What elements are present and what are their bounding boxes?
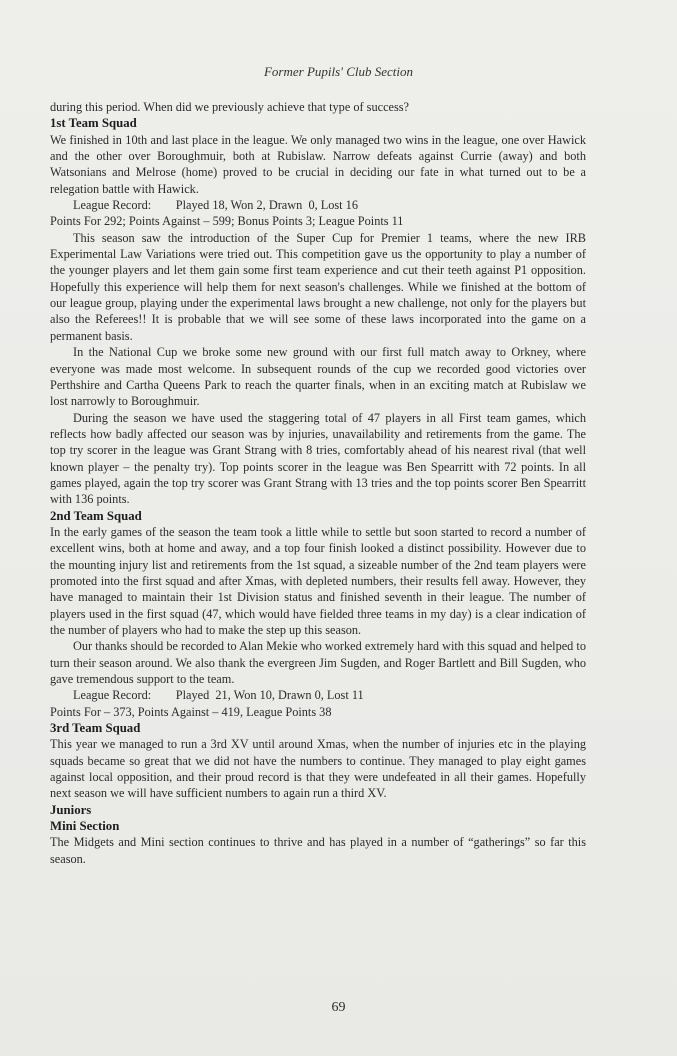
second-team-heading: 2nd Team Squad	[50, 508, 142, 523]
running-header: Former Pupils' Club Section	[263, 64, 414, 79]
juniors-heading: Juniors	[50, 802, 92, 817]
second-team-paragraph-1: In the early games of the season the team took a little while to settle but soon started to record a number of excellent wins, both at home and away, and a top four finish looked a distinct possibility. However due to the mounting injury list and retirements from the 1st squad, a sizeable number of the 2nd team players were promoted into the first squad and after Xmas, with depleted numbers, their results fell away. However, they have managed to maintain their 1st Division status and finished seventh in their league. The number of players used in the first squad (47, which would have fielded three teams in my day) is a clear indication of the number of players who had to make the step up this season.	[50, 524, 586, 637]
first-team-paragraph-1: We finished in 10th and last place in the league. We only managed two wins in the league, one over Hawick and the other over Boroughmuir, both at Rubislaw. Narrow defeats against Currie (away) and both Watsonians and Melrose (home) proved to be crucial in deciding our fate in what turned out to be a relegation battle with Hawick.	[50, 132, 586, 196]
intro-paragraph: during this period. When did we previously achieve that type of success?	[50, 100, 410, 114]
first-team-heading: 1st Team Squad	[50, 116, 137, 131]
third-team-paragraph-1: This year we managed to run a 3rd XV until around Xmas, when the number of injuries etc in the playing squads became so great that we did not have the numbers to continue. They managed to play eight games against local opposition, and their proud record is that they were undefeated in all their games. Hopefully next season we will have sufficient numbers to again run a third XV.	[50, 737, 586, 801]
first-team-paragraph-3: In the National Cup we broke some new ground with our first full match away to Orkney, where everyone was made most welcome. In subsequent rounds of the cup we recorded good victories over Perthshire and Cartha Queens Park to reach the quarter finals, when in an exciting match at Rubislaw we lost narrowly to Boroughmuir.	[50, 345, 586, 409]
second-team-league-record: League Record: Played 21, Won 10, Drawn 0, Lost 11	[73, 688, 364, 703]
first-team-paragraph-4: During the season we have used the staggering total of 47 players in all First team games, which reflects how badly affected our season was by injuries, unavailability and retirements from the game. The top try scorer in the league was Grant Strang with 8 tries, comfortably ahead of his nearest rival (that well known player – the penalty try). Top points scorer in the league was Ben Spearritt with 72 points. In all games played, again the top try scorer was Grant Strang with 13 tries and the top points scorer Ben Spearritt with 136 points.	[50, 410, 586, 507]
second-team-points: Points For – 373, Points Against – 419, League Points 38	[50, 704, 332, 719]
first-team-points: Points For 292; Points Against – 599; Bonus Points 3; League Points 11	[50, 214, 404, 229]
third-team-heading: 3rd Team Squad	[50, 721, 141, 736]
article-body	[50, 99, 586, 867]
first-team-paragraph-2: This season saw the introduction of the Super Cup for Premier 1 teams, where the new IRB Experimental Law Variations were tried out. This competition gave us the opportunity to play a number of the younger players and let them gain some first team experience and cut their teeth against P1 opposition. Hopefully this experience will help them for next season's challenges. While we finished at the bottom of our league group, playing under the experimental laws brought a new challenge, not only for the players but also the Referees!! It is probable that we will see some of these laws incorporated into the game on a permanent basis.	[50, 230, 586, 343]
page-number: 69	[331, 1000, 346, 1015]
mini-section-paragraph: The Midgets and Mini section continues to thrive and has played in a number of “gatherings” so far this season.	[50, 835, 586, 866]
mini-section-heading: Mini Section	[50, 819, 120, 834]
second-team-paragraph-2: Our thanks should be recorded to Alan Mekie who worked extremely hard with this squad and helped to turn their season around. We also thank the evergreen Jim Sugden, and Roger Bartlett and Bill Sugden, who gave tremendous support to the team.	[50, 639, 586, 687]
first-team-league-record: League Record: Played 18, Won 2, Drawn 0, Lost 16	[73, 198, 358, 213]
